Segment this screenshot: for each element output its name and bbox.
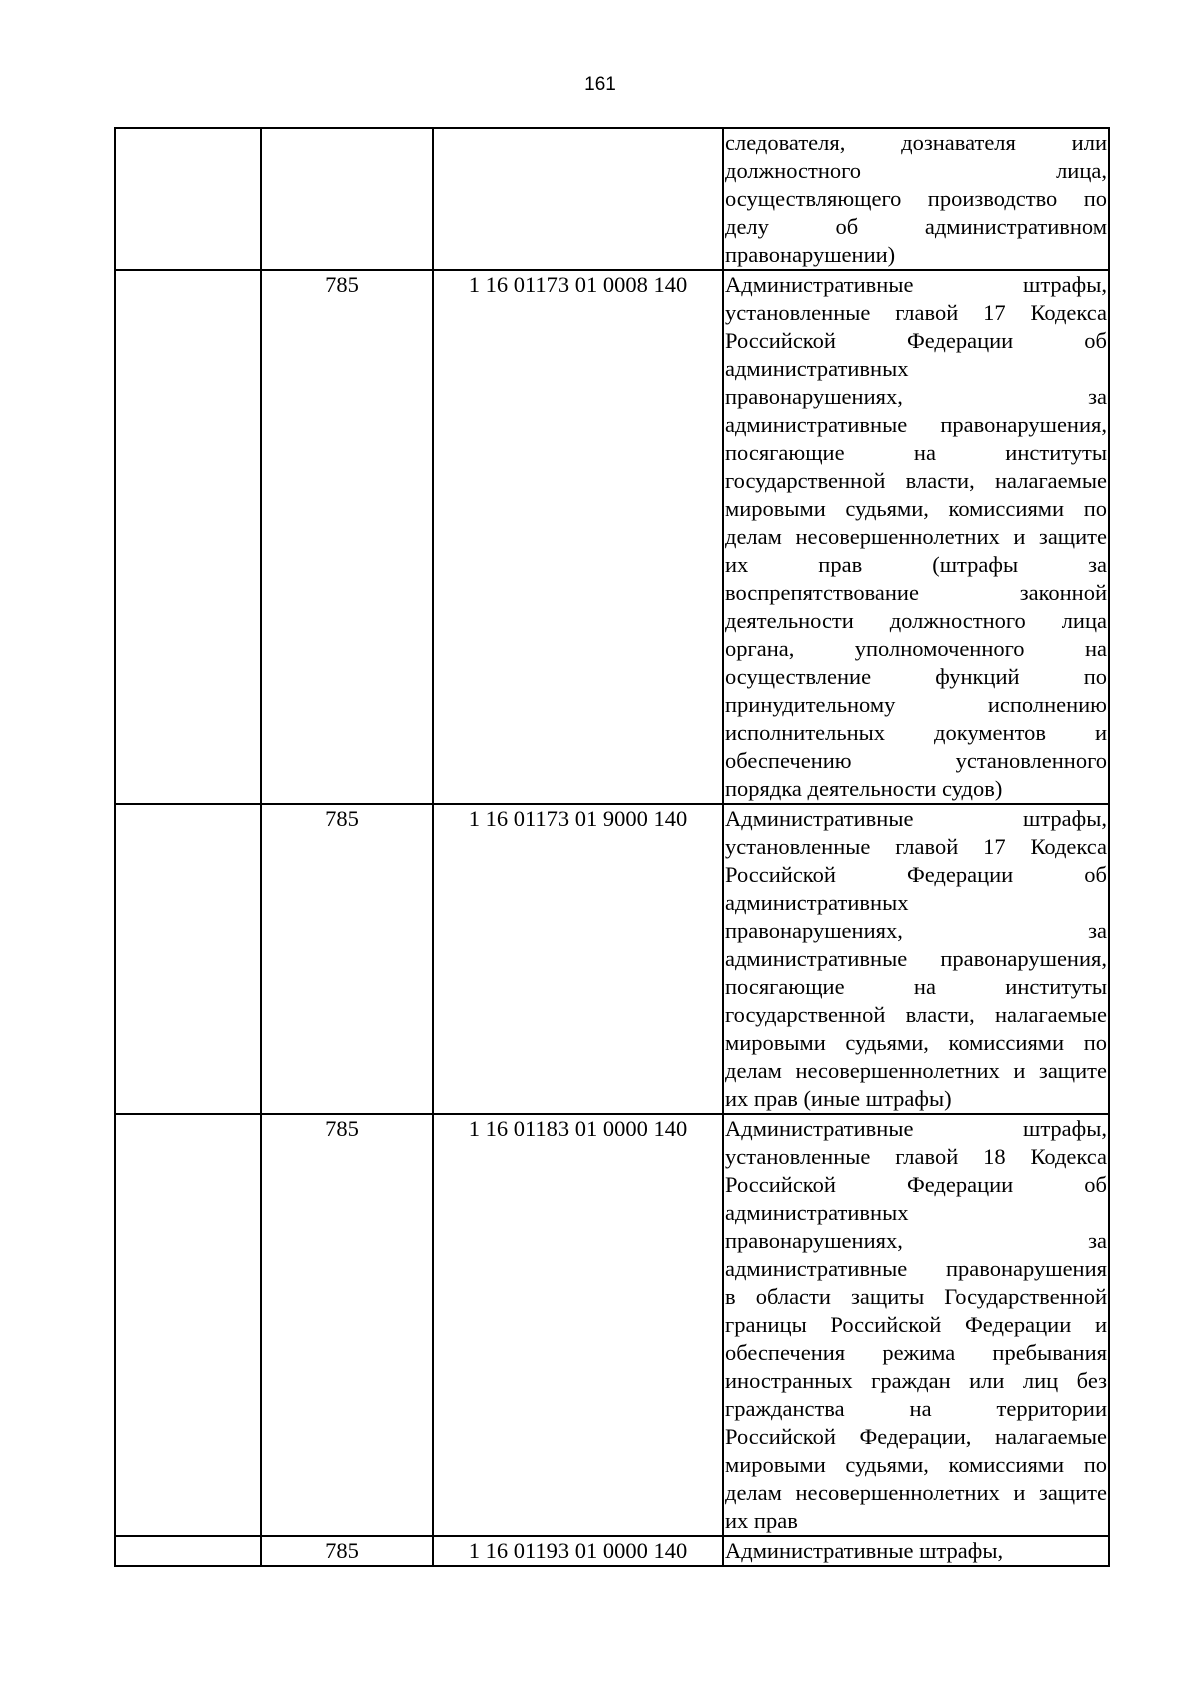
description-line: иностранных граждан или лиц без <box>725 1368 1107 1393</box>
description-line: Российской Федерации, налагаемые <box>725 1424 1107 1449</box>
description-line: должностного лица, <box>725 158 1107 183</box>
cell-empty <box>115 1536 261 1566</box>
description-line: установленные главой 17 Кодекса <box>725 834 1107 859</box>
description-line: их прав (иные штрафы) <box>725 1086 952 1111</box>
cell-description <box>723 128 1109 270</box>
cell-admin-code: 785 <box>261 1536 433 1566</box>
cell-kbk-code: 1 16 01173 01 9000 140 <box>433 804 723 1114</box>
description-line: государственной власти, налагаемые <box>725 468 1107 493</box>
cell-kbk-code <box>433 128 723 270</box>
description-line: принудительному исполнению <box>725 692 1107 717</box>
description-line: административные правонарушения <box>725 1256 1107 1281</box>
cell-description <box>723 804 1109 1114</box>
description-line: мировыми судьями, комиссиями по <box>725 1030 1107 1055</box>
description-line: делам несовершеннолетних и защите <box>725 1058 1107 1083</box>
description-line: мировыми судьями, комиссиями по <box>725 1452 1107 1477</box>
description-line: административные правонарушения, <box>725 412 1107 437</box>
cell-description <box>723 1536 1109 1566</box>
description-line: делам несовершеннолетних и защите <box>725 1480 1107 1505</box>
cell-empty <box>115 128 261 270</box>
description-line: следователя, дознавателя или <box>725 130 1107 155</box>
cell-kbk-code: 1 16 01183 01 0000 140 <box>433 1114 723 1536</box>
description-line: правонарушении) <box>725 242 896 267</box>
cell-empty <box>115 804 261 1114</box>
description-line: правонарушениях, за <box>725 918 1107 943</box>
cell-admin-code: 785 <box>261 270 433 804</box>
description-line: Российской Федерации об <box>725 1172 1107 1197</box>
description-line: органа, уполномоченного на <box>725 636 1107 661</box>
description-line: правонарушениях, за <box>725 1228 1107 1253</box>
description-line: гражданства на территории <box>725 1396 1107 1421</box>
budget-classification-table <box>114 127 1110 1567</box>
description-line: государственной власти, налагаемые <box>725 1002 1107 1027</box>
description-line: деятельности должностного лица <box>725 608 1107 633</box>
description-line: их прав <box>725 1508 798 1533</box>
description-line: границы Российской Федерации и <box>725 1312 1107 1337</box>
description-line: Российской Федерации об <box>725 328 1107 353</box>
table-row <box>115 270 1109 804</box>
description-line: обеспечению установленного <box>725 748 1107 773</box>
description-line: правонарушениях, за <box>725 384 1107 409</box>
table-body <box>115 128 1109 1566</box>
description-line: осуществляющего производство по <box>725 186 1107 211</box>
description-line: Административные штрафы, <box>725 1538 1004 1563</box>
description-line: Административные штрафы, <box>725 806 1107 831</box>
page-number: 161 <box>584 74 616 95</box>
cell-admin-code <box>261 128 433 270</box>
description-line: посягающие на институты <box>725 974 1107 999</box>
description-line: посягающие на институты <box>725 440 1107 465</box>
table-row <box>115 1114 1109 1536</box>
cell-empty <box>115 1114 261 1536</box>
description-line: Административные штрафы, <box>725 1116 1107 1141</box>
description-line: порядка деятельности судов) <box>725 776 1003 801</box>
cell-description <box>723 1114 1109 1536</box>
description-line: воспрепятствование законной <box>725 580 1107 605</box>
description-line: установленные главой 18 Кодекса <box>725 1144 1107 1169</box>
cell-admin-code: 785 <box>261 1114 433 1536</box>
cell-admin-code: 785 <box>261 804 433 1114</box>
description-line: мировыми судьями, комиссиями по <box>725 496 1107 521</box>
cell-empty <box>115 270 261 804</box>
table-row <box>115 804 1109 1114</box>
description-line: обеспечения режима пребывания <box>725 1340 1107 1365</box>
description-line: в области защиты Государственной <box>725 1284 1107 1309</box>
table-row <box>115 1536 1109 1566</box>
description-line: установленные главой 17 Кодекса <box>725 300 1107 325</box>
table-row <box>115 128 1109 270</box>
description-line: Административные штрафы, <box>725 272 1107 297</box>
description-line: делу об административном <box>725 214 1107 239</box>
description-line: административных <box>725 1200 909 1225</box>
description-line: административных <box>725 356 909 381</box>
cell-kbk-code: 1 16 01193 01 0000 140 <box>433 1536 723 1566</box>
description-line: осуществление функций по <box>725 664 1107 689</box>
description-line: административных <box>725 890 909 915</box>
cell-kbk-code: 1 16 01173 01 0008 140 <box>433 270 723 804</box>
description-line: административные правонарушения, <box>725 946 1107 971</box>
description-line: исполнительных документов и <box>725 720 1107 745</box>
cell-description <box>723 270 1109 804</box>
description-line: делам несовершеннолетних и защите <box>725 524 1107 549</box>
description-line: их прав (штрафы за <box>725 552 1107 577</box>
description-line: Российской Федерации об <box>725 862 1107 887</box>
